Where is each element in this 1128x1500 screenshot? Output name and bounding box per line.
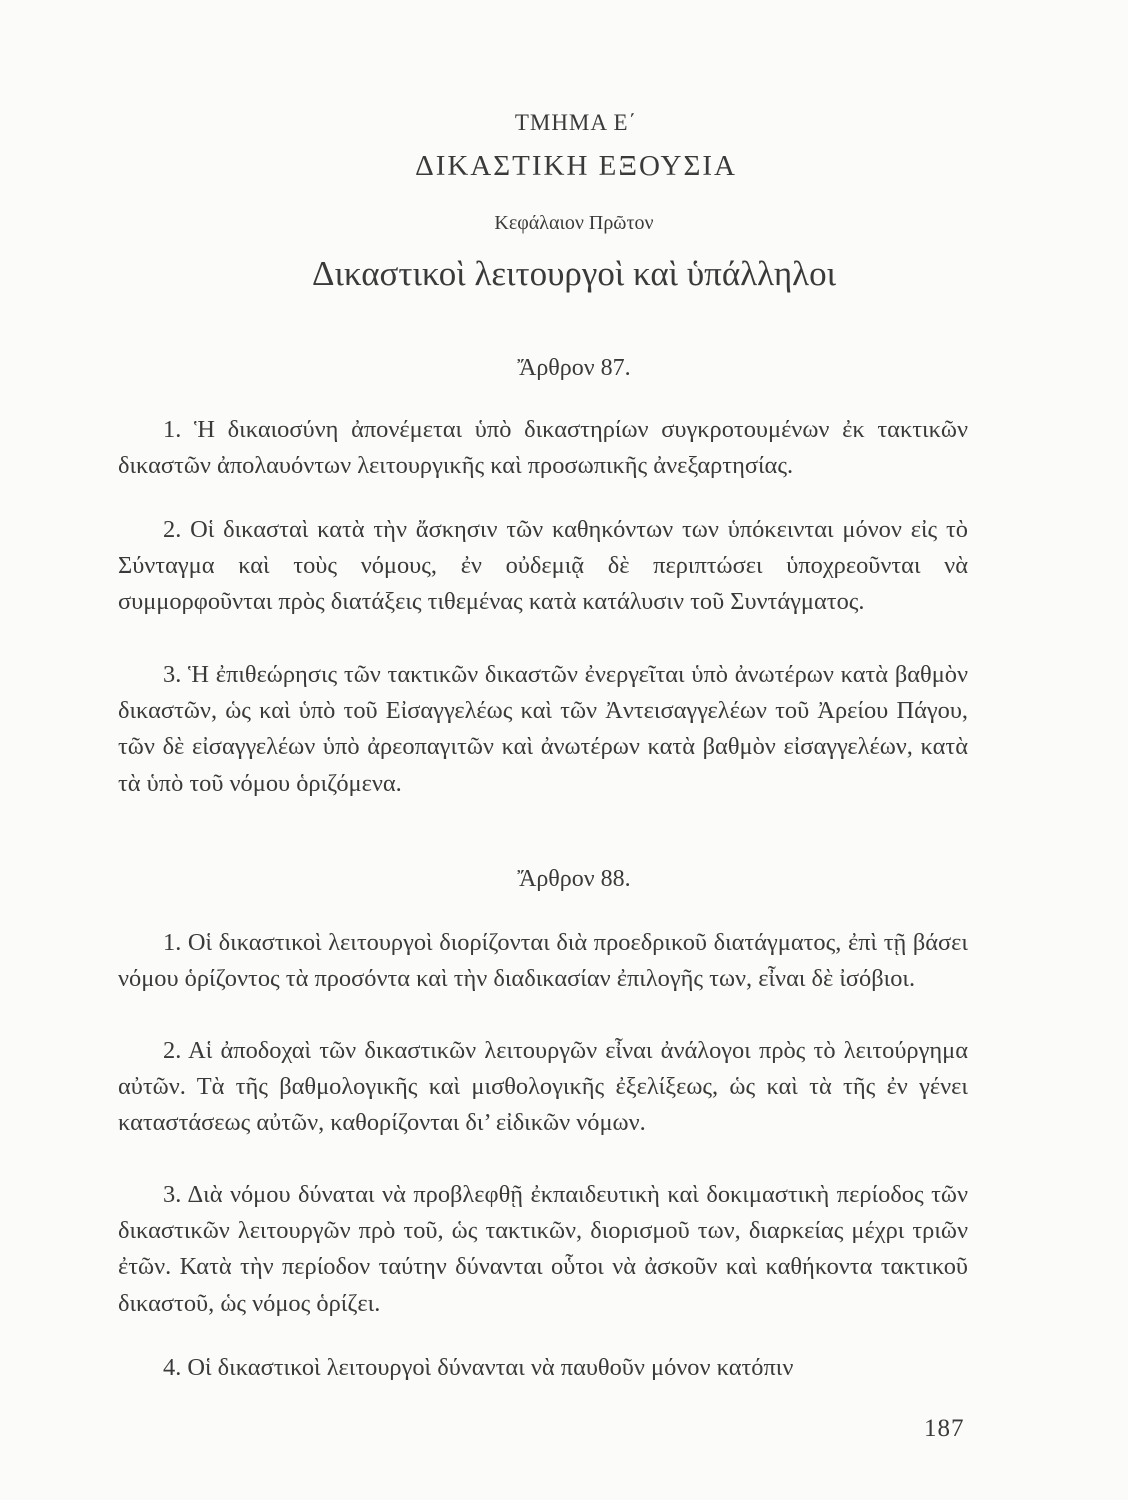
article-88-paragraph-3: 3. Διὰ νόμου δύναται νὰ προβλεφθῇ ἐκπαιδευτικὴ καὶ δοκιμαστικὴ περίοδος τῶν δικαστικῶν λειτουργῶν πρὸ τοῦ, ὡς τακτικῶν, διορισμοῦ των, διαρκείας μέχρι τριῶν ἐτῶν. Κατὰ τὴν περίοδον ταύτην δύνανται οὗτοι νὰ ἀσκοῦν καὶ καθήκοντα τακτικοῦ δικαστοῦ, ὡς νόμος ὁρίζει.: [118, 1181, 968, 1317]
article-87-heading: Ἄρθρον 87.: [517, 355, 631, 381]
page-number: 187: [924, 1415, 965, 1442]
article-87-paragraph-3: 3. Ἡ ἐπιθεώρησις τῶν τακτικῶν δικαστῶν ἐνεργεῖται ὑπὸ ἀνωτέρων κατὰ βαθμὸν δικαστῶν, ὡς καὶ ὑπὸ τοῦ Εἰσαγγελέως καὶ τῶν Ἀντεισαγγελέων τοῦ Ἀρείου Πάγου, τῶν δὲ εἰσαγγελέων ὑπὸ ἀρεοπαγιτῶν καὶ ἀνωτέρων κατὰ βαθμὸν εἰσαγγελέων, κατὰ τὰ ὑπὸ τοῦ νόμου ὁριζόμενα.: [118, 661, 968, 797]
article-88-paragraph-2: 2. Αἱ ἀποδοχαὶ τῶν δικαστικῶν λειτουργῶν εἶναι ἀνάλογοι πρὸς τὸ λειτούργημα αὐτῶν. Τὰ τῆς βαθμολογικῆς καὶ μισθολογικῆς ἐξελίξεως, ὡς καὶ τὰ τῆς ἐν γένει καταστάσεως αὐτῶν, καθορίζονται δι’ εἰδικῶν νόμων.: [118, 1037, 968, 1137]
article-87-paragraph-1: 1. Ἡ δικαιοσύνη ἀπονέμεται ὑπὸ δικαστηρίων συγκροτουμένων ἐκ τακτικῶν δικαστῶν ἀπολαυόντων λειτουργικῆς καὶ προσωπικῆς ἀνεξαρτησίας.: [118, 416, 968, 480]
chapter-label: Κεφάλαιον Πρῶτον: [494, 212, 654, 234]
article-88-paragraph-1: 1. Οἱ δικαστικοὶ λειτουργοὶ διορίζονται διὰ προεδρικοῦ διατάγματος, ἐπὶ τῇ βάσει νόμου ὁρίζοντος τὰ προσόντα καὶ τὴν διαδικασίαν ἐπιλογῆς των, εἶναι δὲ ἰσόβιοι.: [118, 929, 968, 993]
part-heading: ΤΜΗΜΑ Ε΄: [514, 110, 638, 135]
article-88-heading: Ἄρθρον 88.: [517, 866, 631, 892]
article-88-paragraph-4: 4. Οἱ δικαστικοὶ λειτουργοὶ δύνανται νὰ παυθοῦν μόνον κατόπιν: [163, 1354, 794, 1381]
chapter-title: Δικαστικοὶ λειτουργοὶ καὶ ὑπάλληλοι: [311, 254, 837, 293]
article-87-paragraph-2: 2. Οἱ δικασταὶ κατὰ τὴν ἄσκησιν τῶν καθηκόντων των ὑπόκεινται μόνον εἰς τὸ Σύνταγμα καὶ τοὺς νόμους, ἐν οὐδεμιᾷ δὲ περιπτώσει ὑποχρεοῦνται νὰ συμμορφοῦνται πρὸς διατάξεις τιθεμένας κατὰ κατάλυσιν τοῦ Συντάγματος.: [118, 516, 968, 616]
part-title: ΔΙΚΑΣΤΙΚΗ ΕΞΟΥΣΙΑ: [415, 150, 737, 182]
